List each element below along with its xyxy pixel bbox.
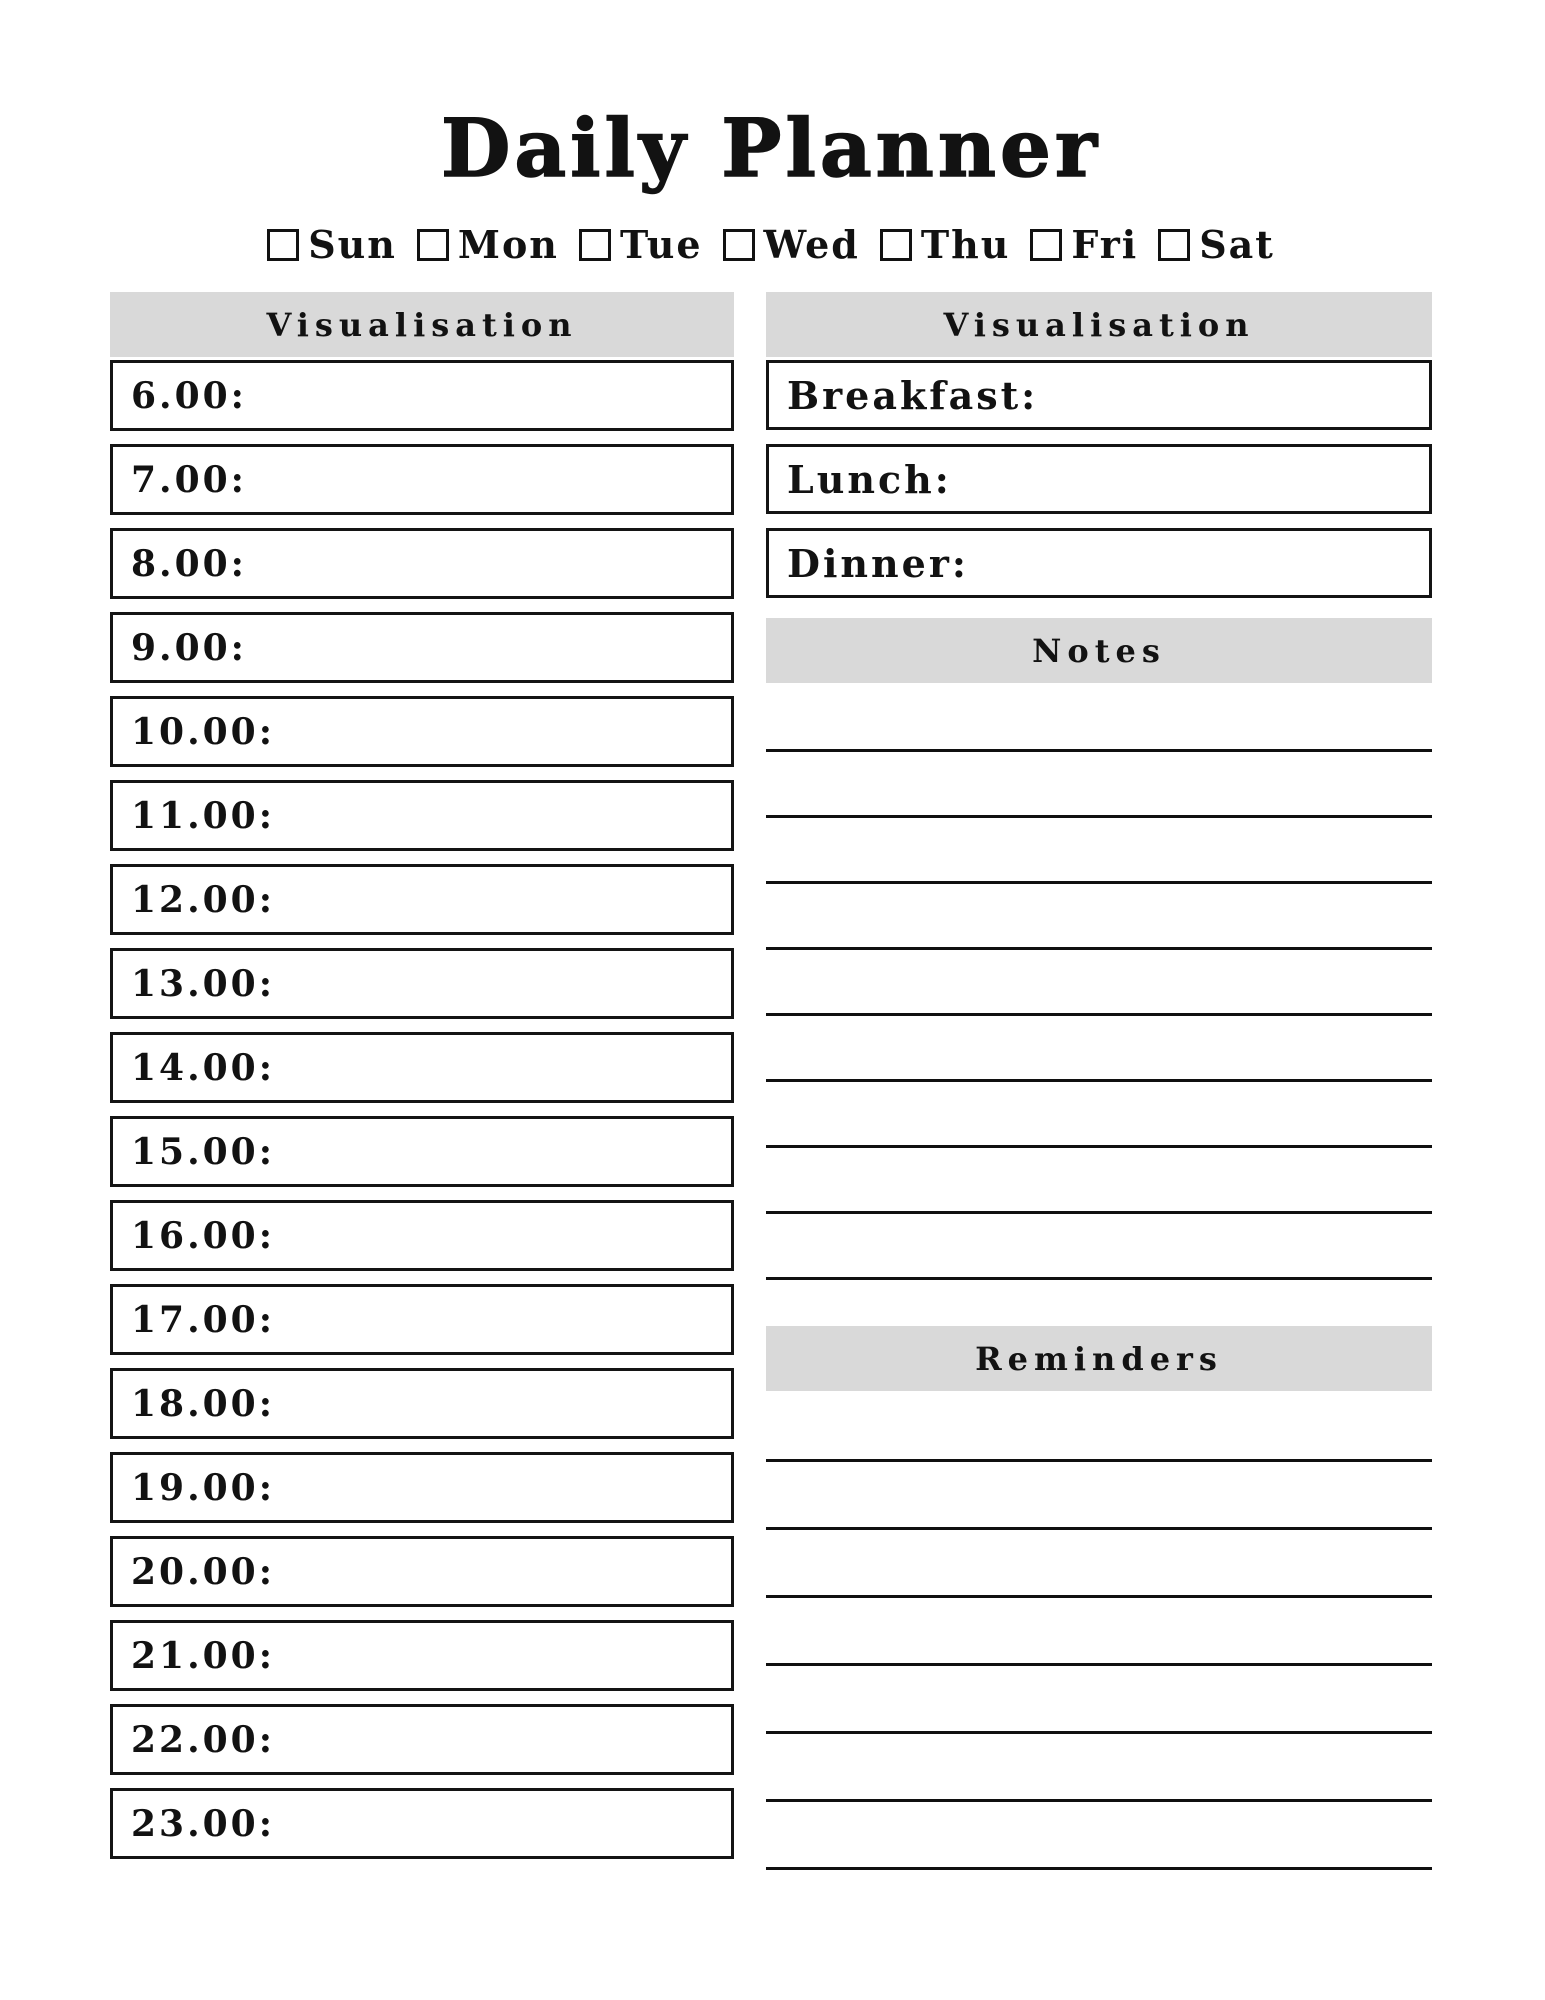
notes-lines (766, 686, 1432, 1280)
time-slot-field[interactable] (110, 1116, 734, 1187)
reminder-writing-line[interactable] (766, 1598, 1432, 1666)
meals-header (766, 292, 1432, 357)
day-item (579, 222, 703, 267)
day-checkbox[interactable] (417, 229, 449, 261)
day-label: Sun (308, 222, 397, 267)
time-slot-label: 15.00: (131, 1130, 276, 1173)
time-slot-field[interactable] (110, 948, 734, 1019)
time-slot-field[interactable] (110, 360, 734, 431)
reminder-writing-line[interactable] (766, 1530, 1432, 1598)
notes-header (766, 618, 1432, 683)
day-label: Fri (1071, 222, 1139, 267)
time-slot-field[interactable] (110, 780, 734, 851)
time-slot-label: 18.00: (131, 1382, 276, 1425)
meal-field[interactable] (766, 528, 1432, 598)
notes-writing-line[interactable] (766, 752, 1432, 818)
time-slot-label: 22.00: (131, 1718, 276, 1761)
day-checkbox[interactable] (1030, 229, 1062, 261)
time-slot-label: 13.00: (131, 962, 276, 1005)
time-slot-field[interactable] (110, 1704, 734, 1775)
notes-writing-line[interactable] (766, 1214, 1432, 1280)
time-slot-label: 8.00: (131, 542, 247, 585)
day-label: Thu (920, 222, 1011, 267)
notes-writing-line[interactable] (766, 818, 1432, 884)
meal-label: Lunch: (787, 456, 952, 502)
notes-writing-line[interactable] (766, 686, 1432, 752)
time-slot-label: 11.00: (131, 794, 276, 837)
time-slot-label: 23.00: (131, 1802, 276, 1845)
time-slot-label: 20.00: (131, 1550, 276, 1593)
planner-columns (110, 292, 1432, 1870)
reminder-writing-line[interactable] (766, 1394, 1432, 1462)
time-slot-label: 16.00: (131, 1214, 276, 1257)
day-checkbox[interactable] (267, 229, 299, 261)
meal-label: Breakfast: (787, 372, 1039, 418)
time-slot-label: 7.00: (131, 458, 247, 501)
schedule-header-label: Visualisation (266, 305, 578, 344)
notes-writing-line[interactable] (766, 884, 1432, 950)
reminders-lines (766, 1394, 1432, 1870)
meal-list (766, 360, 1432, 598)
day-label: Wed (763, 222, 860, 267)
time-slot-label: 14.00: (131, 1046, 276, 1089)
notes-writing-line[interactable] (766, 950, 1432, 1016)
day-item (1030, 222, 1139, 267)
reminder-writing-line[interactable] (766, 1802, 1432, 1870)
time-slot-field[interactable] (110, 696, 734, 767)
page-title: Daily Planner (440, 101, 1102, 195)
time-slot-field[interactable] (110, 1536, 734, 1607)
time-slot-label: 6.00: (131, 374, 247, 417)
reminder-writing-line[interactable] (766, 1666, 1432, 1734)
reminder-writing-line[interactable] (766, 1462, 1432, 1530)
time-slot-field[interactable] (110, 1284, 734, 1355)
time-slot-label: 12.00: (131, 878, 276, 921)
time-slot-label: 17.00: (131, 1298, 276, 1341)
day-checkbox[interactable] (880, 229, 912, 261)
meal-field[interactable] (766, 360, 1432, 430)
notes-writing-line[interactable] (766, 1082, 1432, 1148)
meals-notes-column (766, 292, 1432, 1870)
day-selector-row (110, 222, 1432, 267)
day-item (880, 222, 1011, 267)
day-label: Sat (1199, 222, 1275, 267)
day-label: Tue (619, 222, 703, 267)
day-item (1158, 222, 1275, 267)
meal-field[interactable] (766, 444, 1432, 514)
reminders-header-label: Reminders (975, 1339, 1223, 1378)
time-slot-field[interactable] (110, 1788, 734, 1859)
meals-header-label: Visualisation (943, 305, 1255, 344)
reminder-writing-line[interactable] (766, 1734, 1432, 1802)
day-item (417, 222, 559, 267)
day-label: Mon (457, 222, 559, 267)
day-checkbox[interactable] (579, 229, 611, 261)
notes-writing-line[interactable] (766, 1148, 1432, 1214)
time-slot-field[interactable] (110, 1452, 734, 1523)
time-slot-label: 19.00: (131, 1466, 276, 1509)
time-slot-field[interactable] (110, 1620, 734, 1691)
time-slot-label: 9.00: (131, 626, 247, 669)
time-slot-field[interactable] (110, 612, 734, 683)
time-slot-field[interactable] (110, 444, 734, 515)
time-slot-field[interactable] (110, 1368, 734, 1439)
meal-label: Dinner: (787, 540, 969, 586)
time-slot-label: 10.00: (131, 710, 276, 753)
time-slot-list (110, 360, 734, 1859)
day-item (723, 222, 860, 267)
schedule-column (110, 292, 734, 1870)
day-item (267, 222, 397, 267)
notes-writing-line[interactable] (766, 1016, 1432, 1082)
notes-header-label: Notes (1032, 631, 1166, 670)
time-slot-field[interactable] (110, 864, 734, 935)
day-checkbox[interactable] (1158, 229, 1190, 261)
day-checkbox[interactable] (723, 229, 755, 261)
reminders-header (766, 1326, 1432, 1391)
time-slot-label: 21.00: (131, 1634, 276, 1677)
time-slot-field[interactable] (110, 1200, 734, 1271)
time-slot-field[interactable] (110, 528, 734, 599)
time-slot-field[interactable] (110, 1032, 734, 1103)
schedule-header (110, 292, 734, 357)
